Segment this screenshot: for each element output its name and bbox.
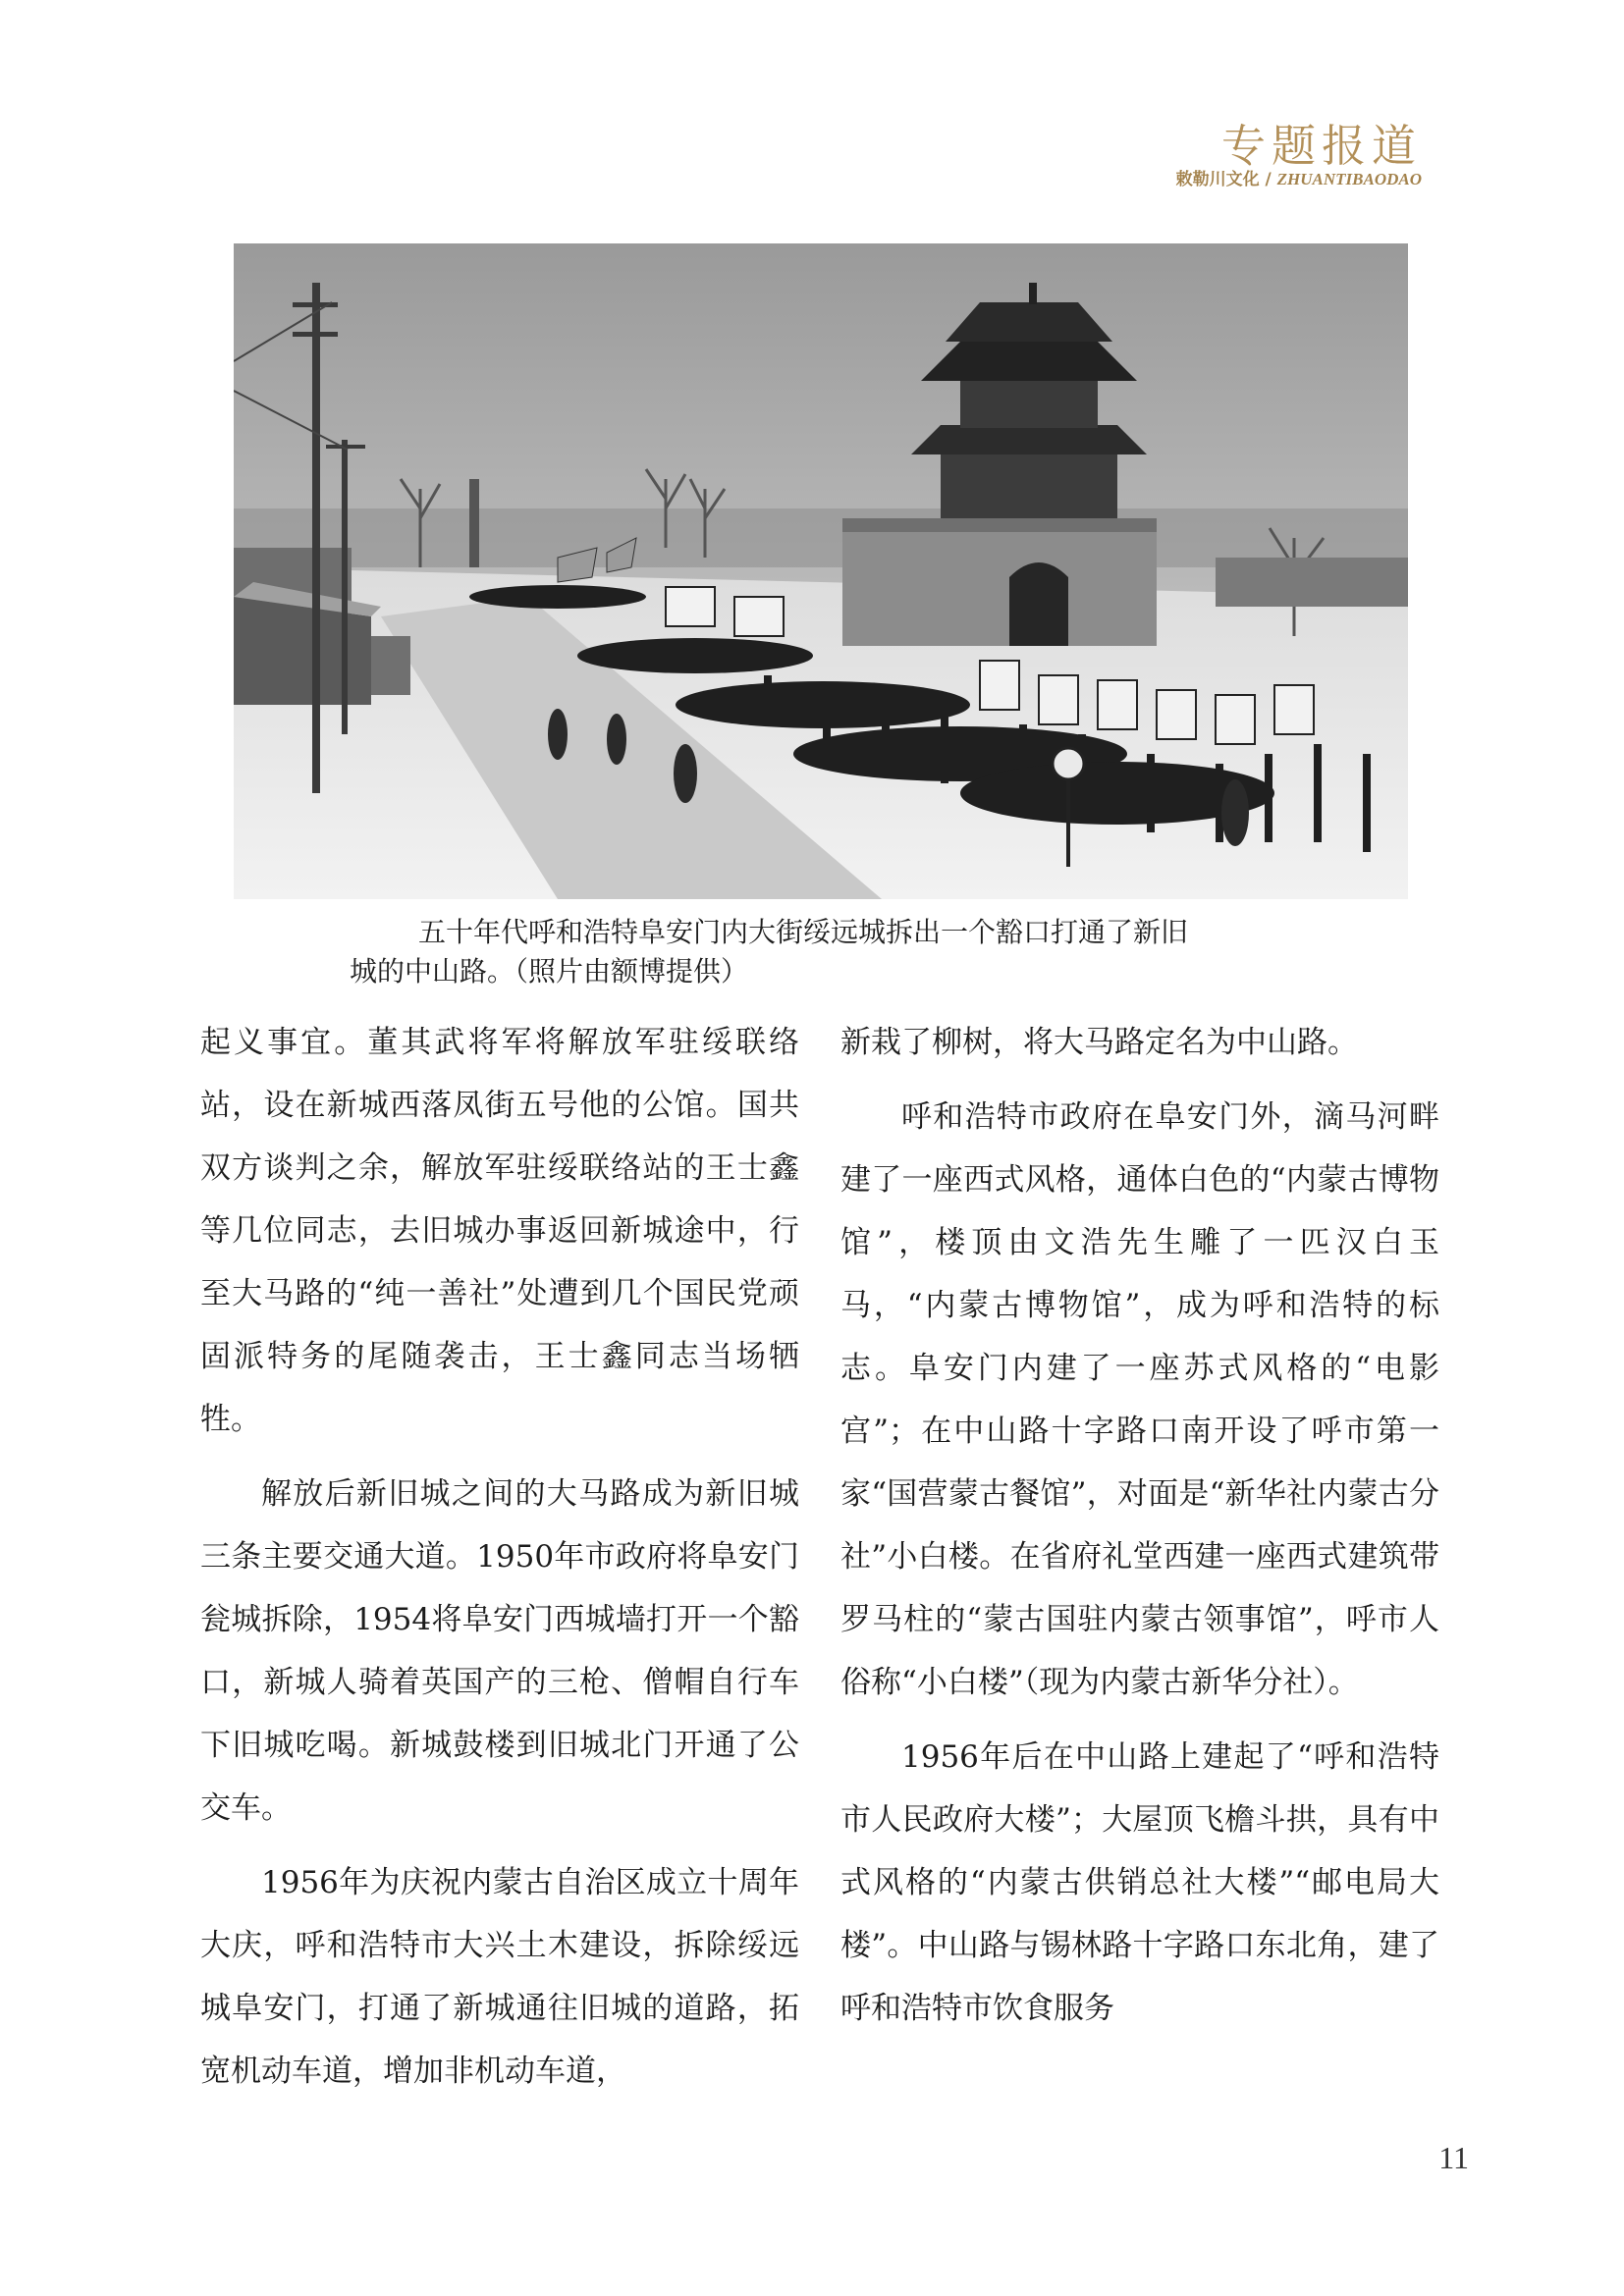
historical-photo [234,243,1408,899]
paragraph: 新栽了柳树，将大马路定名为中山路。 [840,1025,1358,1060]
paragraph: 起义事宜。董其武将军将解放军驻绥联络站，设在新城西落凤街五号他的公馆。国共双方谈判之余，解放军驻绥联络站的王士鑫等几位同志，去旧城办事返回新城途中，行至大马路的“纯一善社”处遭到几个国民党顽固派特务的尾随袭击，王士鑫同志当场牺牲。 [200,1025,799,1437]
photo-illustration [234,243,1408,899]
paragraph: 1956年为庆祝内蒙古自治区成立十周年大庆，呼和浩特市大兴土木建设，拆除绥远城阜安门，打通了新城通往旧城的道路，拓宽机动车道，增加非机动车道， [200,1865,799,2089]
subtitle-separator: / [1259,170,1277,189]
caption-line-2: 城的中山路。（照片由额博提供） [350,955,749,988]
section-subtitle [1176,165,1422,189]
subtitle-en: ZHUANTIBAODAO [1276,170,1422,188]
right-column [840,1011,1439,2052]
paragraph: 呼和浩特市政府在阜安门外，滴马河畔建了一座西式风格，通体白色的“内蒙古博物馆”，楼顶由文浩先生雕了一匹汉白玉马，“内蒙古博物馆”，成为呼和浩特的标志。阜安门内建了一座苏式风格的“电影宫”；在中山路十字路口南开设了呼市第一家“国营蒙古餐馆”，对面是“新华社内蒙古分社”小白楼。在省府礼堂西建一座西式建筑带罗马柱的“蒙古国驻内蒙古领事馆”，呼市人俗称“小白楼”（现为内蒙古新华分社）。 [840,1099,1439,1700]
page-number: 11 [1438,2140,1469,2175]
paragraph: 1956年后在中山路上建起了“呼和浩特市人民政府大楼”；大屋顶飞檐斗拱，具有中式风格的“内蒙古供销总社大楼”“邮电局大楼”。中山路与锡林路十字路口东北角，建了呼和浩特市饮食服务 [840,1739,1439,2026]
paragraph: 解放后新旧城之间的大马路成为新旧城三条主要交通大道。1950年市政府将阜安门瓮城拆除，1954将阜安门西城墙打开一个豁口，新城人骑着英国产的三枪、僧帽自行车下旧城吃喝。新城鼓楼到旧城北门开通了公交车。 [200,1476,799,1826]
photo-caption [350,913,1292,991]
subtitle-cn: 敕勒川文化 [1175,170,1260,189]
section-title: 专题报道 [1220,120,1422,172]
caption-line-1: 五十年代呼和浩特阜安门内大街绥远城拆出一个豁口打通了新旧 [418,916,1189,948]
left-column [200,1011,799,2114]
